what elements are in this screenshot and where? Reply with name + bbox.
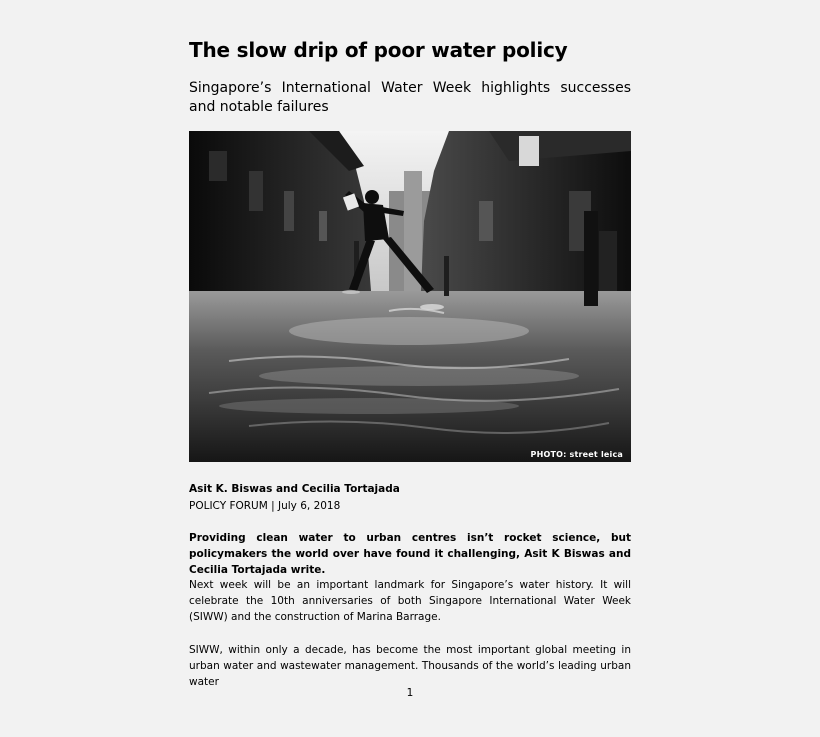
article-authors: Asit K. Biswas and Cecilia Tortajada — [189, 483, 400, 495]
article-subtitle: Singapore’s International Water Week highlights successes and notable failures — [189, 80, 631, 115]
article-photo — [189, 131, 631, 462]
flooded-street-photo — [189, 131, 631, 462]
body-paragraph: SIWW, within only a decade, has become the most important global meeting in urban water and wastewater management. Thousands of the world’s leading urban water — [189, 644, 631, 688]
page-number: 1 — [406, 687, 414, 699]
photo-credit: PHOTO: street leica — [530, 450, 623, 459]
article-lede: Providing clean water to urban centres isn’t rocket science, but policymakers the world over have found it challenging, Asit K Biswas and Cecilia Tortajada write. — [189, 532, 631, 576]
article-byline: POLICY FORUM | July 6, 2018 — [189, 500, 341, 512]
body-paragraph: Next week will be an important landmark for Singapore’s water history. It will celebrate the 10th anniversaries of both Singapore International Water Week (SIWW) and the construction of Marina Barrage. — [189, 579, 631, 623]
article-title: The slow drip of poor water policy — [189, 38, 568, 62]
